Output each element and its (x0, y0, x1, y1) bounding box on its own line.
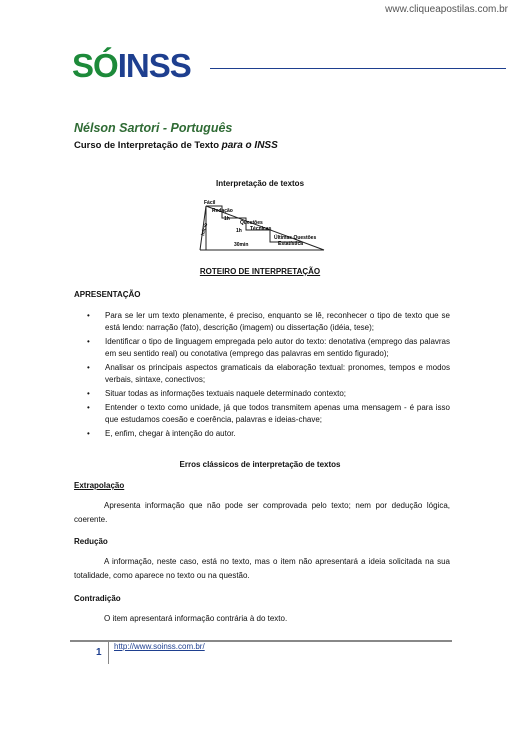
list-item: • Para se ler um texto plenamente, é preciso, enquanto se lê, reconhecer o tipo de texto que se está lendo: narração (fato), descrição (imagem) ou dissertação (idéia, tese); (74, 310, 450, 334)
diagram-label-ultimas: Últimas Questões (274, 235, 317, 241)
diagram-label-1h-a: 1h (224, 216, 230, 222)
apresentacao-list (74, 310, 450, 442)
list-item: • Situar todas as informações textuais naquele determinado contexto; (74, 388, 450, 400)
list-item: • Analisar os principais aspectos gramaticais da elaboração textual: pronomes, tempos e modos verbais, sintaxe, conectivos; (74, 362, 450, 386)
contradicao-heading: Contradição (74, 594, 121, 603)
header-rule (210, 68, 506, 69)
diagram-label-questoes: Questões (240, 220, 263, 226)
diagram-label-redacao: Redação (212, 208, 233, 214)
reducao-heading: Redução (74, 537, 108, 546)
diagram-label-facil: Fácil (204, 200, 216, 206)
reducao-text: A informação, neste caso, está no texto, mas o item não apresentará a ideia solicitada na sua totalidade, como aparece no texto ou na questão. (74, 557, 450, 580)
apresentacao-heading: APRESENTAÇÃO (74, 290, 141, 299)
list-item: • Identificar o tipo de linguagem empregada pelo autor do texto: denotativa (emprego das palavras em seu sentido real) ou conotativa (emprego das palavras em sentido figurado); (74, 336, 450, 360)
stairs-diagram (198, 196, 328, 252)
extrapolacao-text: Apresenta informação que não pode ser comprovada pelo texto; nem por dedução lógica, coerente. (74, 501, 450, 524)
soinss-logo (72, 48, 191, 84)
section-title: Interpretação de textos (215, 179, 305, 188)
diagram-label-tecnicas: Técnicas (250, 226, 272, 232)
footer-link[interactable]: http://www.soinss.com.br/ (114, 642, 205, 651)
page-number: 1 (96, 647, 102, 658)
diagram-label-inicio: Início (200, 222, 210, 237)
diagram-label-30min: 30min (234, 242, 249, 248)
contradicao-text: O item apresentará informação contrária à do texto. (104, 614, 288, 623)
logo-letter-s: S (72, 47, 94, 84)
site-url[interactable]: www.cliqueapostilas.com.br (385, 4, 508, 15)
extrapolacao-heading: Extrapolação (74, 481, 125, 490)
logo-inss: INSS (117, 47, 191, 84)
roteiro-heading: ROTEIRO DE INTERPRETAÇÃO (199, 267, 321, 276)
course-prefix: Curso de Interpretação de Texto (74, 140, 219, 151)
course-heading (74, 140, 278, 151)
footer-divider (108, 642, 109, 664)
diagram-label-estatistica: Estatística (278, 241, 304, 247)
list-item: • Entender o texto como unidade, já que todos transmitem apenas uma mensagem - é para isso que estudamos coesão e coerência, palavras e ideias-chave; (74, 402, 450, 426)
diagram-label-1h-b: 1h (236, 228, 242, 234)
author-heading: Nélson Sartori - Português (74, 121, 233, 135)
list-item: • E, enfim, chegar à intenção do autor. (74, 428, 450, 440)
course-italic: para o INSS (221, 140, 278, 151)
erros-heading: Erros clássicos de interpretação de textos (179, 460, 341, 469)
logo-letter-o: Ó (93, 47, 118, 84)
